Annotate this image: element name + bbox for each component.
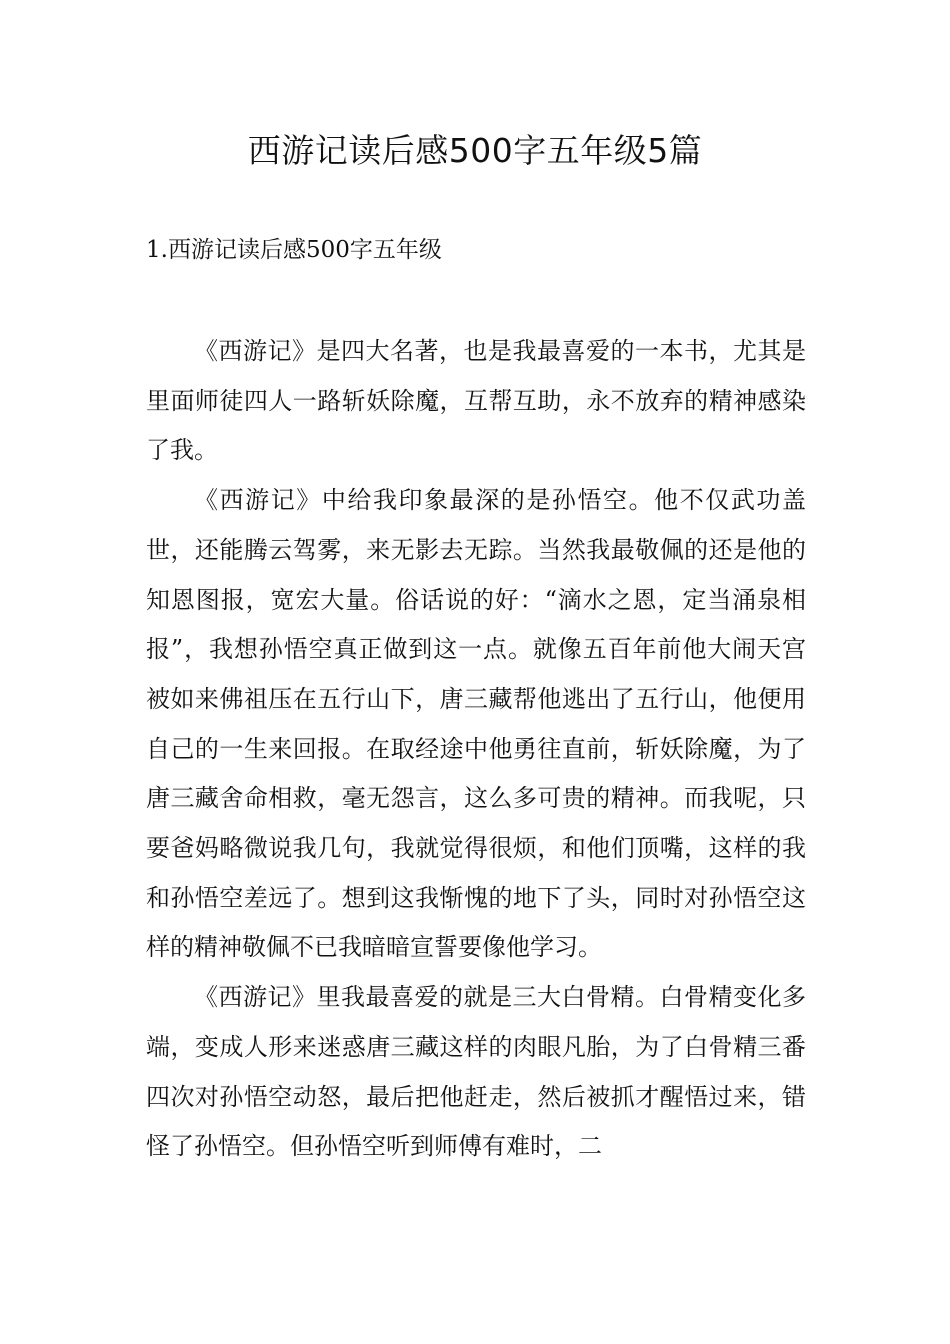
paragraph-2: 《西游记》中给我印象最深的是孙悟空。他不仅武功盖世，还能腾云驾雾，来无影去无踪。当然我最敬佩的还是他的知恩图报，宽宏大量。俗话说的好：“滴水之恩，定当涌泉相报”，我想孙悟空真正做到这一点。就像五百年前他大闹天宫被如来佛祖压在五行山下，唐三藏帮他逃出了五行山，他便用自己的一生来回报。在取经途中他勇往直前，斩妖除魔，为了唐三藏舍命相救，毫无怨言，这么多可贵的精神。而我呢，只要爸妈略微说我几句，我就觉得很烦，和他们顶嘴，这样的我和孙悟空差远了。想到这我惭愧的地下了头，同时对孙悟空这样的精神敬佩不已我暗暗宣誓要像他学习。 xyxy=(146,486,806,962)
body-text xyxy=(146,327,806,1172)
document-title: 西游记读后感500字五年级5篇 xyxy=(247,131,703,170)
section-heading: 1.西游记读后感500字五年级 xyxy=(146,237,442,263)
paragraph-1: 《西游记》是四大名著，也是我最喜爱的一本书，尤其是里面师徒四人一路斩妖除魔，互帮互助，永不放弃的精神感染了我。 xyxy=(146,337,806,465)
paragraph-3: 《西游记》里我最喜爱的就是三大白骨精。白骨精变化多端，变成人形来迷惑唐三藏这样的肉眼凡胎，为了白骨精三番四次对孙悟空动怒，最后把他赶走，然后被抓才醒悟过来，错怪了孙悟空。但孙悟空听到师傅有难时，二 xyxy=(146,983,806,1161)
